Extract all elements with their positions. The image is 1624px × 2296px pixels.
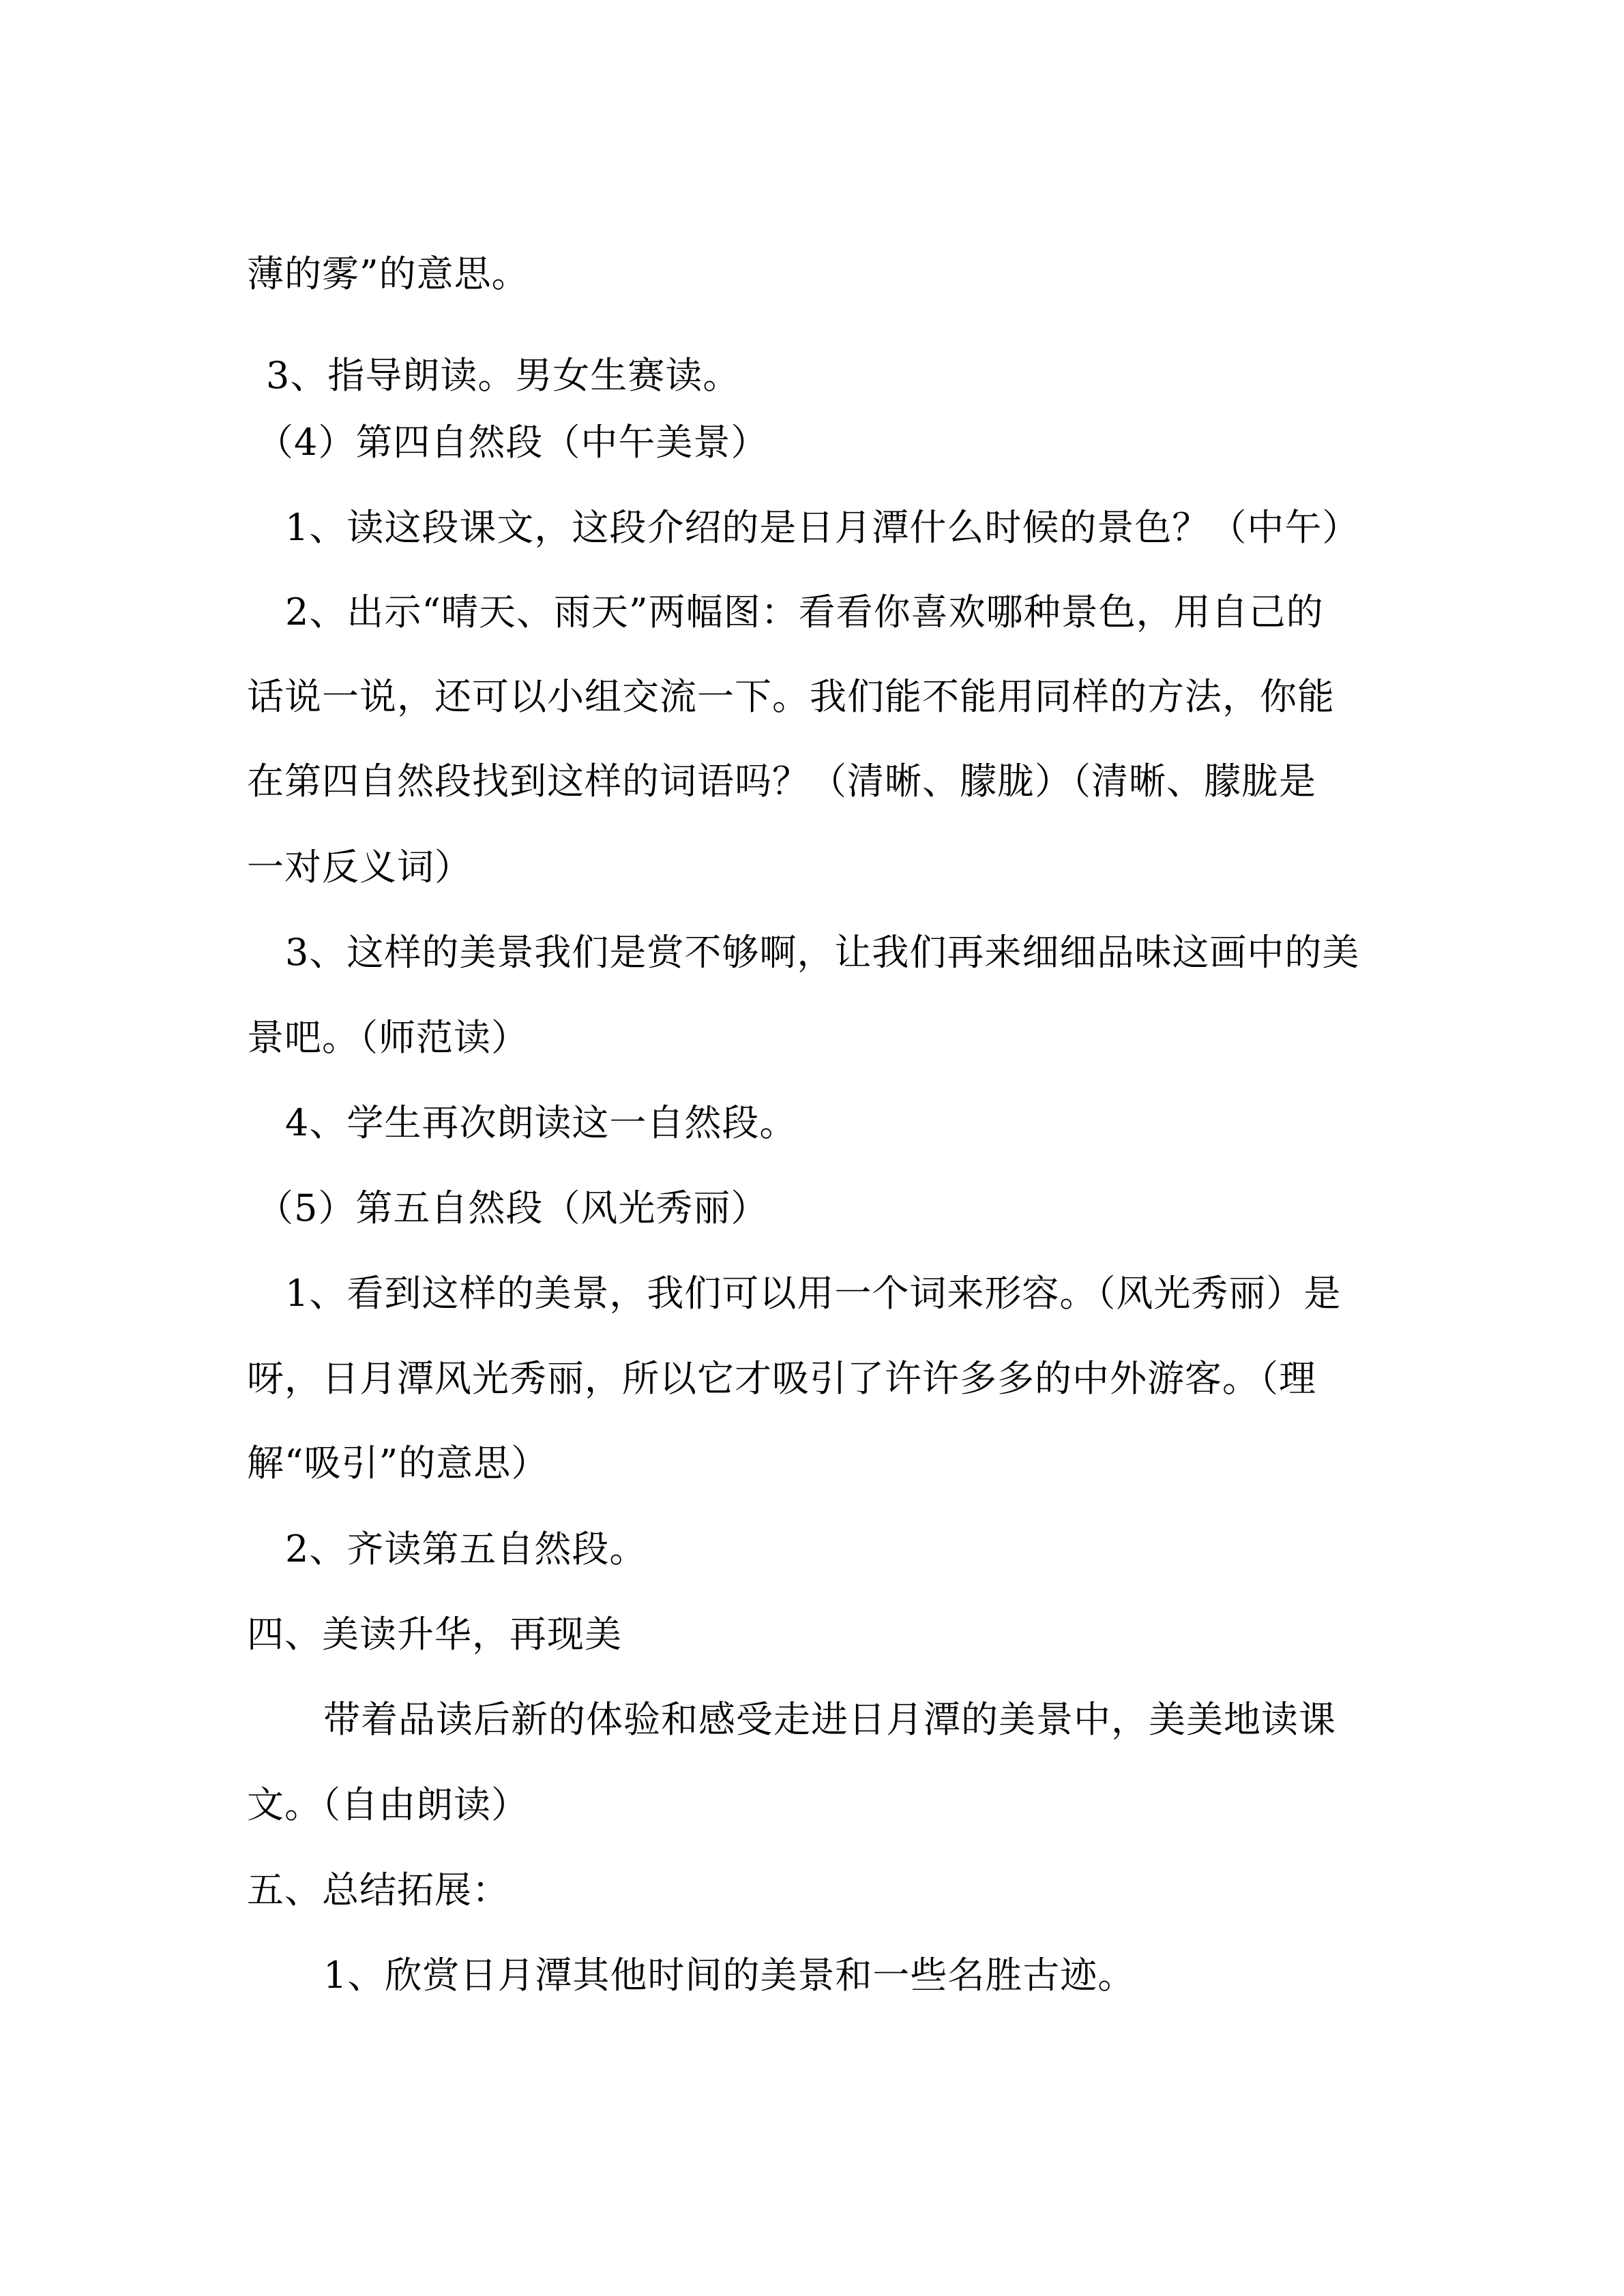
text-line: 1、欣赏日月潭其他时间的美景和一些名胜古迹。 bbox=[323, 1954, 1136, 1997]
text-line: 1、读这段课文，这段介绍的是日月潭什么时候的景色？（中午） bbox=[285, 506, 1360, 549]
text-line: 2、齐读第五自然段。 bbox=[285, 1527, 647, 1570]
text-line: 薄的雾”的意思。 bbox=[247, 252, 529, 295]
section-heading: 五、总结拓展： bbox=[247, 1868, 510, 1911]
text-line: 话说一说，还可以小组交流一下。我们能不能用同样的方法，你能 bbox=[247, 675, 1335, 718]
section-heading: 四、美读升华，再现美 bbox=[247, 1613, 622, 1656]
text-line: 文。（自由朗读） bbox=[247, 1783, 529, 1826]
section-heading: （4）第四自然段（中午美景） bbox=[256, 421, 769, 464]
text-line: 呀，日月潭风光秀丽，所以它才吸引了许许多多的中外游客。（理 bbox=[247, 1357, 1316, 1400]
text-line: 景吧。（师范读） bbox=[247, 1016, 529, 1059]
text-line: 在第四自然段找到这样的词语吗？（清晰、朦胧）（清晰、朦胧是 bbox=[247, 760, 1316, 803]
text-line: 2、出示“晴天、雨天”两幅图：看看你喜欢哪种景色，用自己的 bbox=[285, 591, 1324, 633]
text-line: 带着品读后新的体验和感受走进日月潭的美景中，美美地读课 bbox=[323, 1698, 1336, 1741]
text-line: 一对反义词） bbox=[247, 846, 472, 889]
text-line: 3、指导朗读。男女生赛读。 bbox=[266, 354, 741, 397]
text-line: 1、看到这样的美景，我们可以用一个词来形容。（风光秀丽）是 bbox=[285, 1272, 1342, 1315]
section-heading: （5）第五自然段（风光秀丽） bbox=[256, 1187, 769, 1229]
text-line: 解“吸引”的意思） bbox=[247, 1442, 549, 1485]
text-line: 4、学生再次朗读这一自然段。 bbox=[285, 1101, 797, 1144]
text-line: 3、这样的美景我们是赏不够啊，让我们再来细细品味这画中的美 bbox=[285, 931, 1360, 974]
